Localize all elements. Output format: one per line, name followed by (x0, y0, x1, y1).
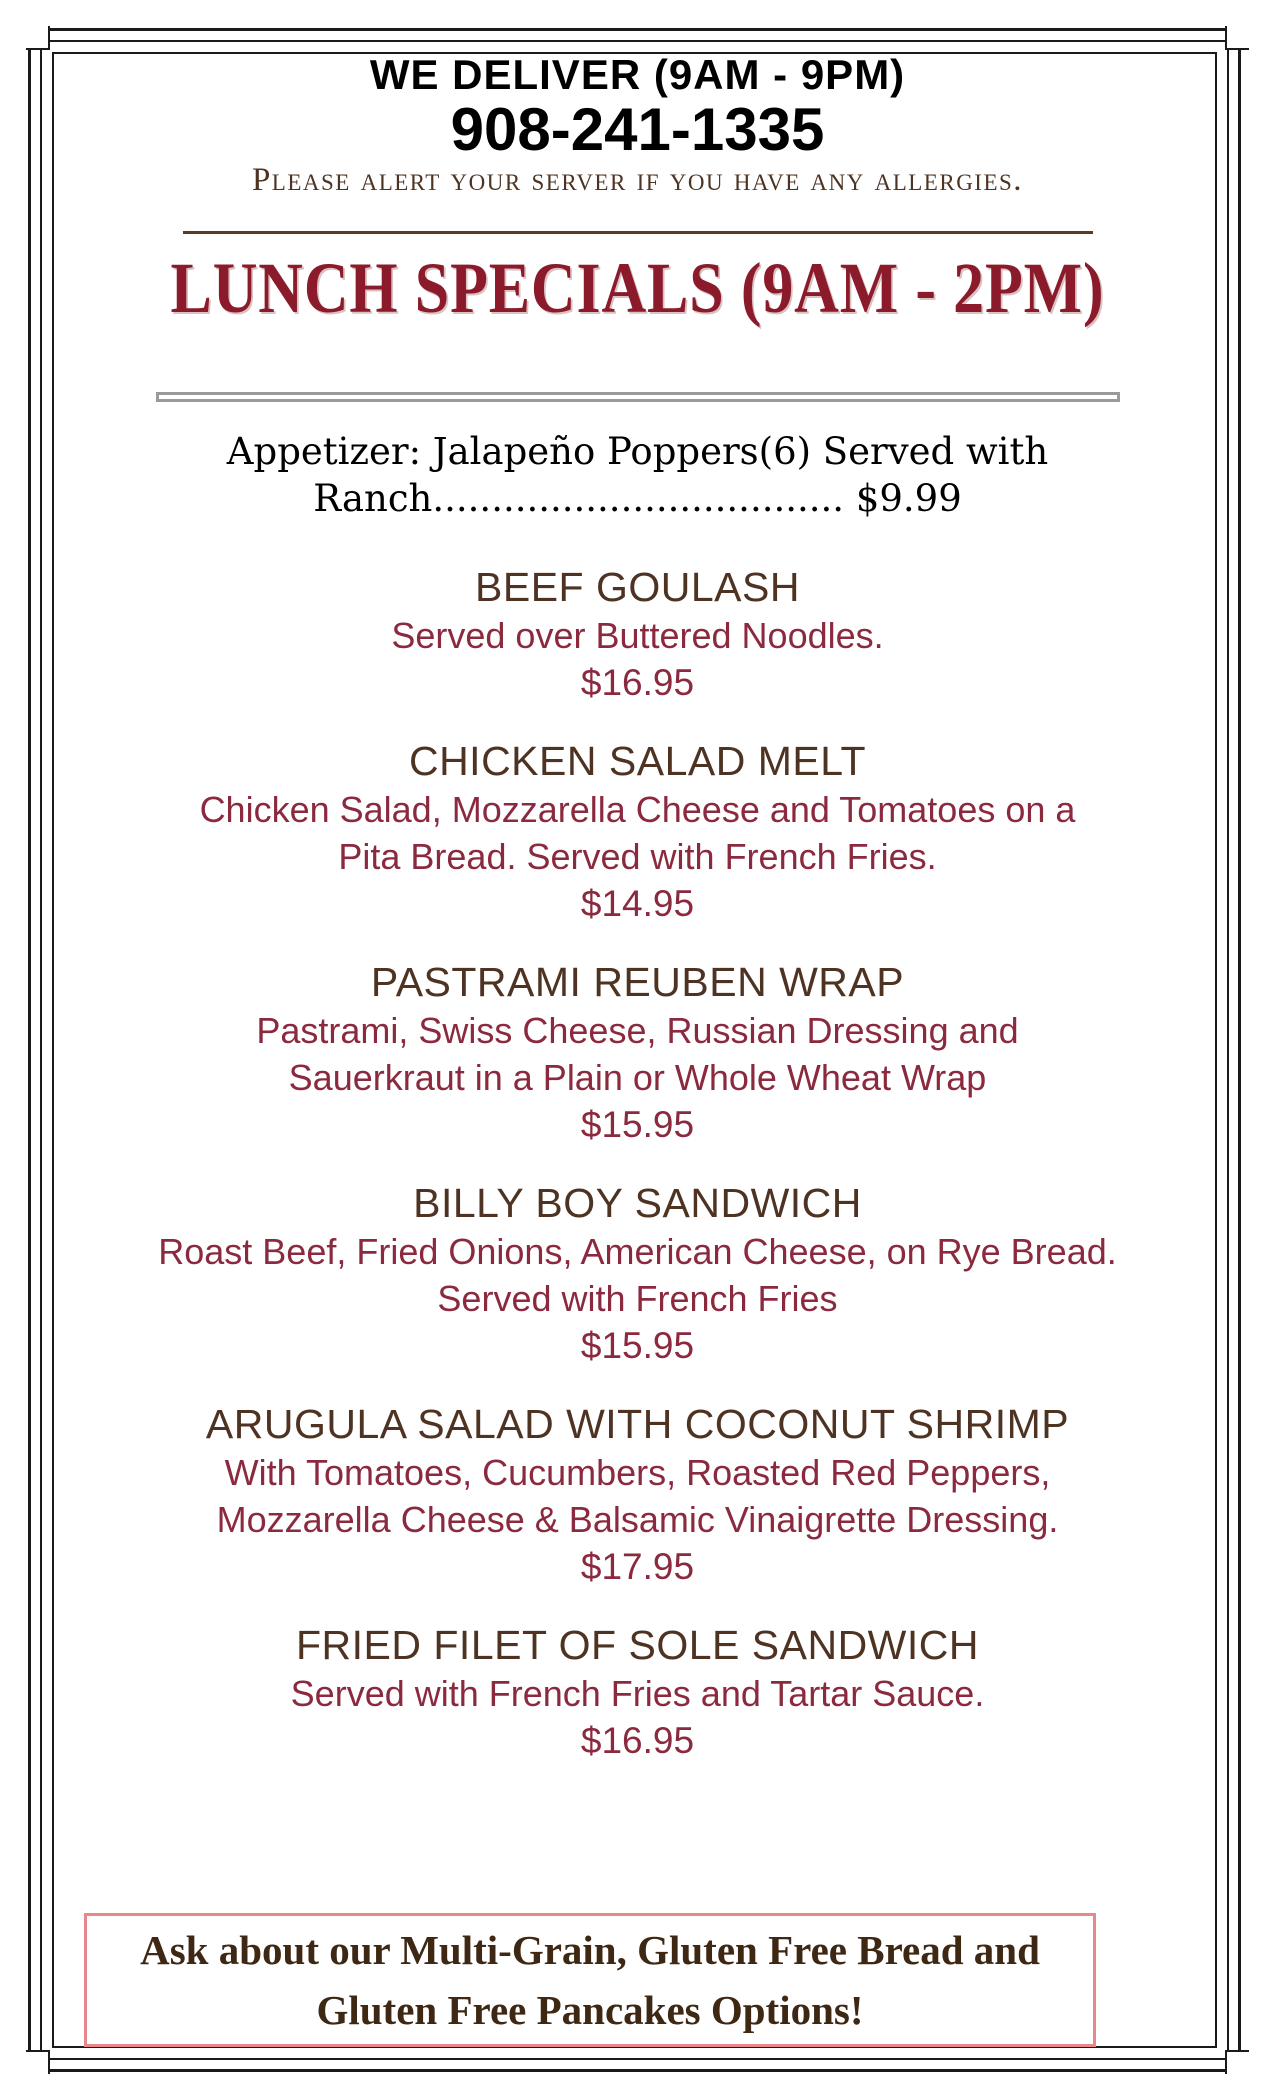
appetizer-price: $9.99 (855, 477, 962, 520)
callout-line-1: Ask about our Multi-Grain, Gluten Free Bread and (140, 1927, 1040, 1973)
item-price: $15.95 (580, 1104, 695, 1145)
page-title: LUNCH SPECIALS (9AM - 2PM) (170, 248, 1105, 328)
item-description: Chicken Salad, Mozzarella Cheese and Tomatoes on a Pita Bread. Served with French Fries. (199, 789, 1076, 877)
item-description: Served with French Fries and Tartar Sauce. (290, 1673, 985, 1714)
item-price: $17.95 (580, 1546, 695, 1587)
item-name: BEEF GOULASH (475, 564, 800, 610)
item-name: ARUGULA SALAD WITH COCONUT SHRIMP (205, 1401, 1070, 1447)
allergy-notice: Please alert your server if you have any allergies. (251, 162, 1024, 198)
item-price: $16.95 (580, 1720, 695, 1761)
title-divider (156, 392, 1120, 402)
menu-item-beef-goulash (60, 562, 1215, 706)
item-name: CHICKEN SALAD MELT (408, 738, 867, 784)
gluten-free-callout (84, 1913, 1096, 2047)
menu-item-chicken-salad-melt (60, 736, 1215, 927)
appetizer-leader-dots: ................................... (432, 477, 845, 520)
frame-corner-top-left (26, 26, 50, 50)
appetizer-item (188, 428, 1088, 522)
appetizer-ranch: Ranch (313, 477, 433, 520)
item-description: Served over Buttered Noodles. (391, 615, 884, 656)
item-price: $15.95 (580, 1325, 695, 1366)
item-price: $16.95 (580, 662, 695, 703)
menu-items (60, 562, 1215, 1764)
item-name: PASTRAMI REUBEN WRAP (370, 959, 905, 1005)
menu-content (60, 52, 1215, 1794)
delivery-hours: WE DELIVER (9AM - 9PM) (369, 51, 906, 98)
menu-item-fried-filet-of-sole (60, 1620, 1215, 1764)
frame-corner-bottom-right (1225, 2050, 1249, 2074)
frame-corner-top-right (1225, 26, 1249, 50)
item-name: BILLY BOY SANDWICH (413, 1180, 862, 1226)
item-name: FRIED FILET OF SOLE SANDWICH (296, 1622, 979, 1668)
appetizer-line-1: Appetizer: Jalapeño Poppers(6) Served with (226, 430, 1049, 473)
menu-item-arugula-salad (60, 1399, 1215, 1590)
item-description: Roast Beef, Fried Onions, American Cheese, on Rye Bread. Served with French Fries (158, 1231, 1117, 1319)
appetizer-line-2 (188, 475, 1088, 522)
item-description: With Tomatoes, Cucumbers, Roasted Red Peppers, Mozzarella Cheese & Balsamic Vinaigrette Dressing. (216, 1452, 1059, 1540)
menu-item-billy-boy-sandwich (60, 1178, 1215, 1369)
frame-corner-bottom-left (26, 2050, 50, 2074)
item-description: Pastrami, Swiss Cheese, Russian Dressing and Sauerkraut in a Plain or Whole Wheat Wrap (256, 1010, 1019, 1098)
callout-line-2: Gluten Free Pancakes Options! (316, 1987, 864, 2033)
phone-number[interactable]: 908-241-1335 (450, 96, 825, 163)
menu-item-pastrami-reuben-wrap (60, 957, 1215, 1148)
item-price: $14.95 (580, 883, 695, 924)
header-divider (183, 231, 1093, 234)
